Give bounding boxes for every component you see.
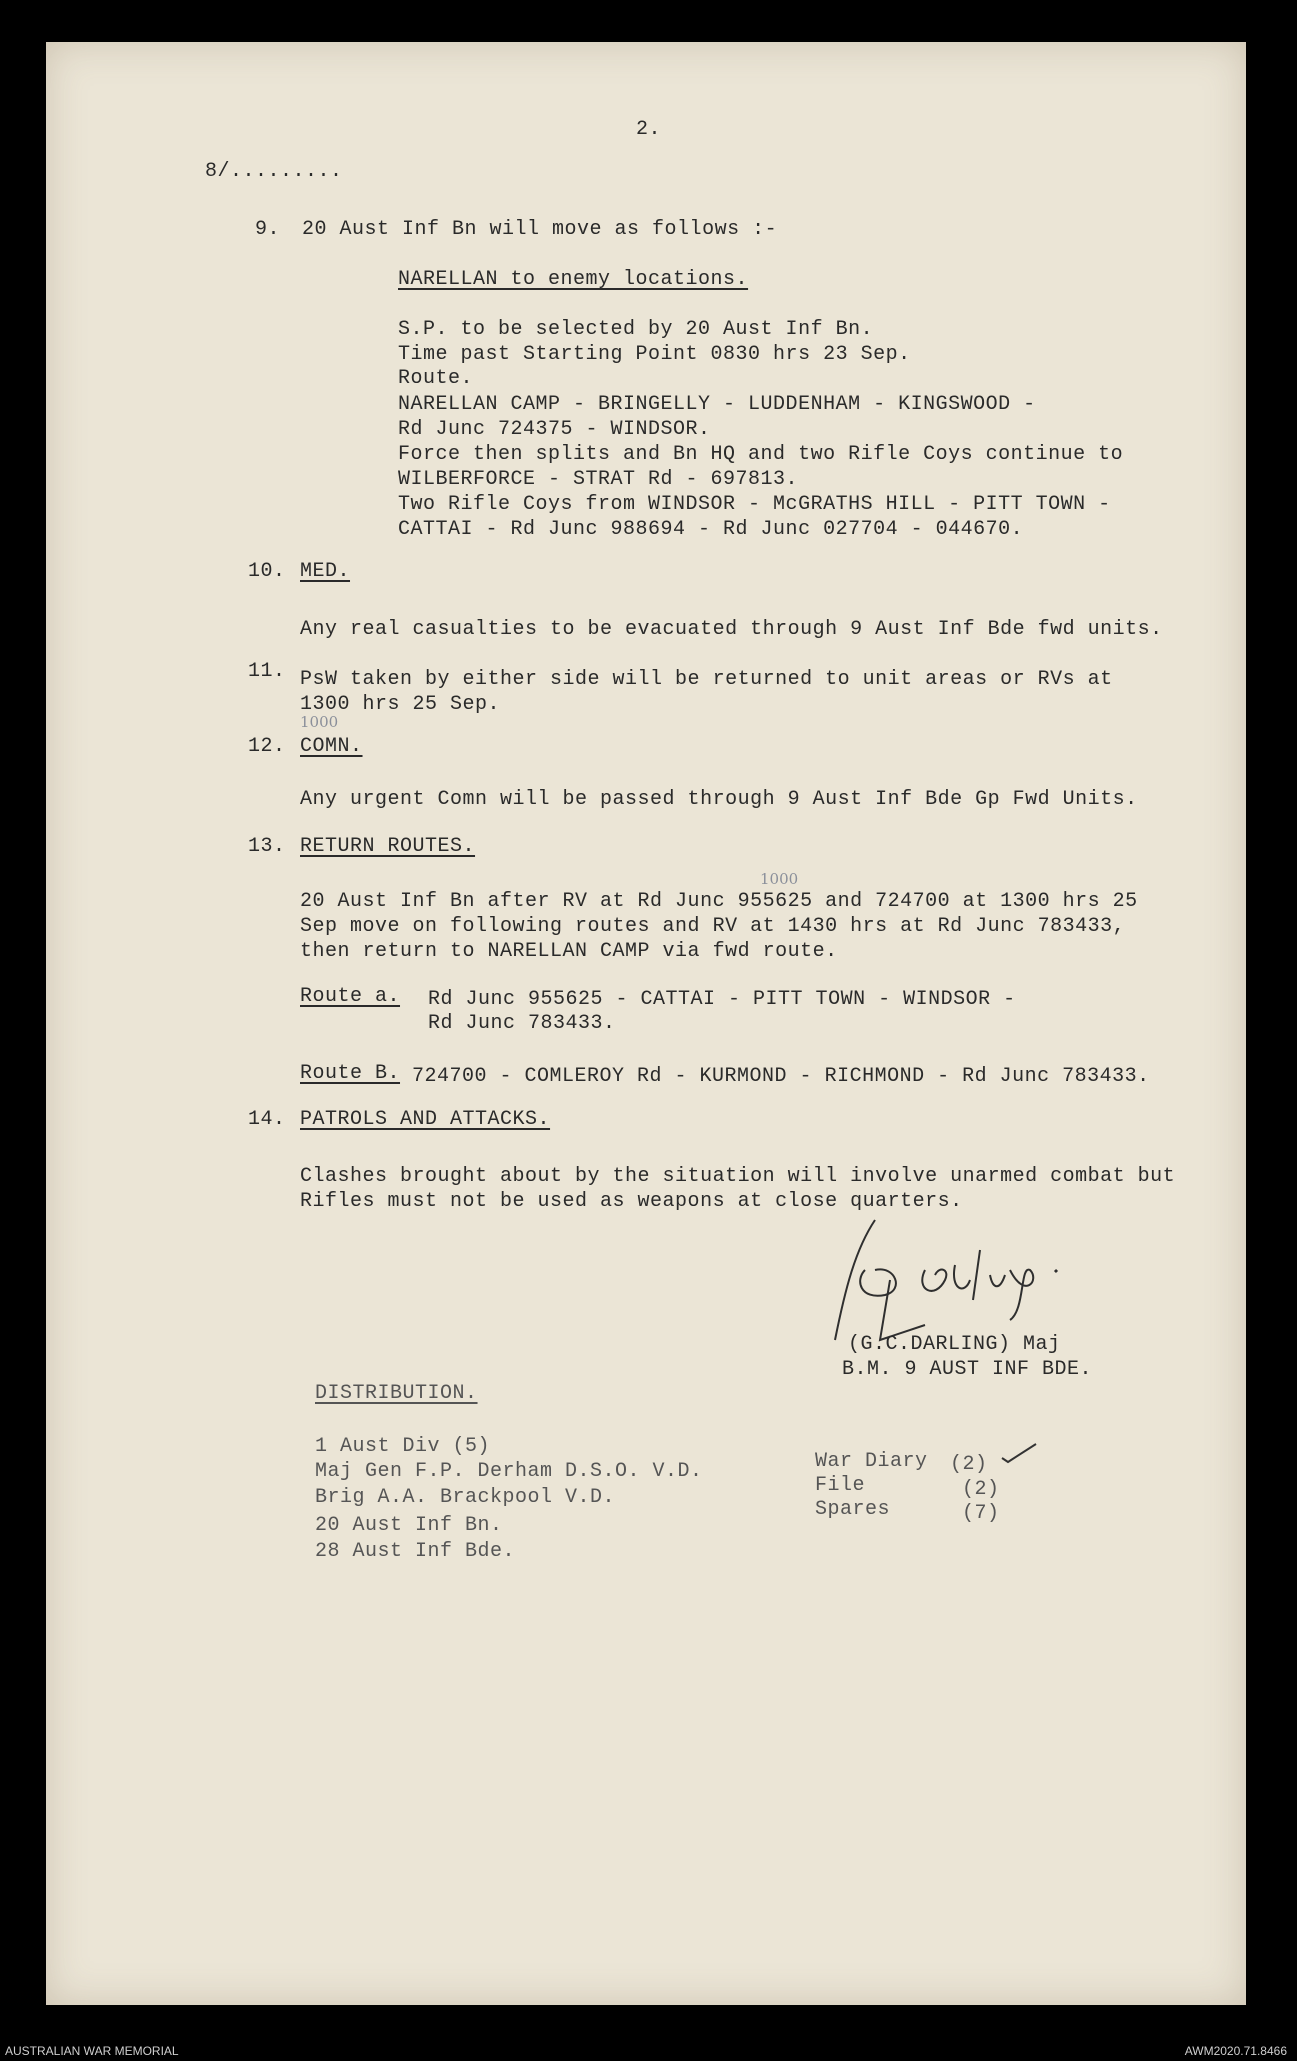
para9-line: NARELLAN CAMP - BRINGELLY - LUDDENHAM - KINGSWOOD - — [398, 393, 1036, 416]
para11-line: 1300 hrs 25 Sep. — [300, 693, 501, 716]
para13-line: then return to NARELLAN CAMP via fwd route. — [300, 940, 838, 963]
distribution-right-label: Spares — [815, 1498, 891, 1521]
check-mark-icon — [1000, 1440, 1040, 1465]
route-b-label: Route B. — [300, 1062, 401, 1085]
para10-number: 10. — [248, 560, 286, 583]
distribution-item: 28 Aust Inf Bde. — [315, 1540, 516, 1563]
footer-left: AUSTRALIAN WAR MEMORIAL — [5, 2044, 179, 2058]
signature-title: B.M. 9 AUST INF BDE. — [842, 1358, 1093, 1381]
distribution-right-label: File — [815, 1474, 866, 1497]
distribution-right-count: (2) — [962, 1478, 1000, 1501]
distribution-item: 20 Aust Inf Bn. — [315, 1514, 503, 1537]
para11-number: 11. — [248, 660, 286, 683]
para9-line: Force then splits and Bn HQ and two Rifle Coys continue to — [398, 443, 1124, 466]
para9-line: WILBERFORCE - STRAT Rd - 697813. — [398, 468, 799, 491]
para9-line: Two Rifle Coys from WINDSOR - McGRATHS HILL - PITT TOWN - — [398, 493, 1111, 516]
para9-line: S.P. to be selected by 20 Aust Inf Bn. — [398, 318, 874, 341]
para14-line: Clashes brought about by the situation will involve unarmed combat but — [300, 1165, 1176, 1188]
para13-number: 13. — [248, 835, 286, 858]
para12-number: 12. — [248, 735, 286, 758]
para13-line: Sep move on following routes and RV at 1430 hrs at Rd Junc 783433, — [300, 915, 1126, 938]
para10-heading: MED. — [300, 560, 351, 583]
para12-heading: COMN. — [300, 735, 363, 758]
para14-heading: PATROLS AND ATTACKS. — [300, 1108, 551, 1131]
route-a-line: Rd Junc 955625 - CATTAI - PITT TOWN - WINDSOR - — [428, 988, 1016, 1011]
para9-number: 9. — [255, 218, 281, 241]
para13-heading: RETURN ROUTES. — [300, 835, 476, 858]
para9-line: Route. — [398, 367, 474, 390]
distribution-right-label: War Diary — [815, 1450, 928, 1473]
para13-line: 20 Aust Inf Bn after RV at Rd Junc 955625 and 724700 at 1300 hrs 25 — [300, 890, 1138, 913]
route-b-text: 724700 - COMLEROY Rd - KURMOND - RICHMOND - Rd Junc 783433. — [412, 1065, 1150, 1088]
para14-number: 14. — [248, 1108, 286, 1131]
para11-line: PsW taken by either side will be returned to unit areas or RVs at — [300, 668, 1113, 691]
distribution-right-count: (2) — [950, 1453, 988, 1476]
distribution-right-count: (7) — [962, 1502, 1000, 1525]
distribution-item: Maj Gen F.P. Derham D.S.O. V.D. — [315, 1460, 703, 1483]
para12-text: Any urgent Comn will be passed through 9 Aust Inf Bde Gp Fwd Units. — [300, 788, 1138, 811]
para10-text: Any real casualties to be evacuated through 9 Aust Inf Bde fwd units. — [300, 618, 1163, 641]
para9-line: Rd Junc 724375 - WINDSOR. — [398, 418, 711, 441]
route-a-label: Route a. — [300, 985, 401, 1008]
para9-subheading: NARELLAN to enemy locations. — [398, 268, 749, 291]
para14-line: Rifles must not be used as weapons at close quarters. — [300, 1190, 963, 1213]
continued-from: 8/......... — [205, 160, 343, 183]
handwritten-signature — [815, 1210, 1075, 1350]
page-number: 2. — [636, 118, 662, 141]
distribution-item: Brig A.A. Brackpool V.D. — [315, 1486, 616, 1509]
footer-right: AWM2020.71.8466 — [1184, 2044, 1287, 2058]
para11-handwritten-note: 1000 — [300, 713, 339, 731]
para9-line: Time past Starting Point 0830 hrs 23 Sep. — [398, 343, 911, 366]
para13-handwritten-note: 1000 — [760, 870, 799, 888]
distribution-heading: DISTRIBUTION. — [315, 1382, 478, 1405]
signature-name: (G.C.DARLING) Maj — [848, 1333, 1061, 1356]
para9-line: CATTAI - Rd Junc 988694 - Rd Junc 027704 - 044670. — [398, 518, 1024, 541]
distribution-item: 1 Aust Div (5) — [315, 1435, 491, 1458]
para9-heading: 20 Aust Inf Bn will move as follows :- — [302, 218, 778, 241]
route-a-line: Rd Junc 783433. — [428, 1012, 616, 1035]
